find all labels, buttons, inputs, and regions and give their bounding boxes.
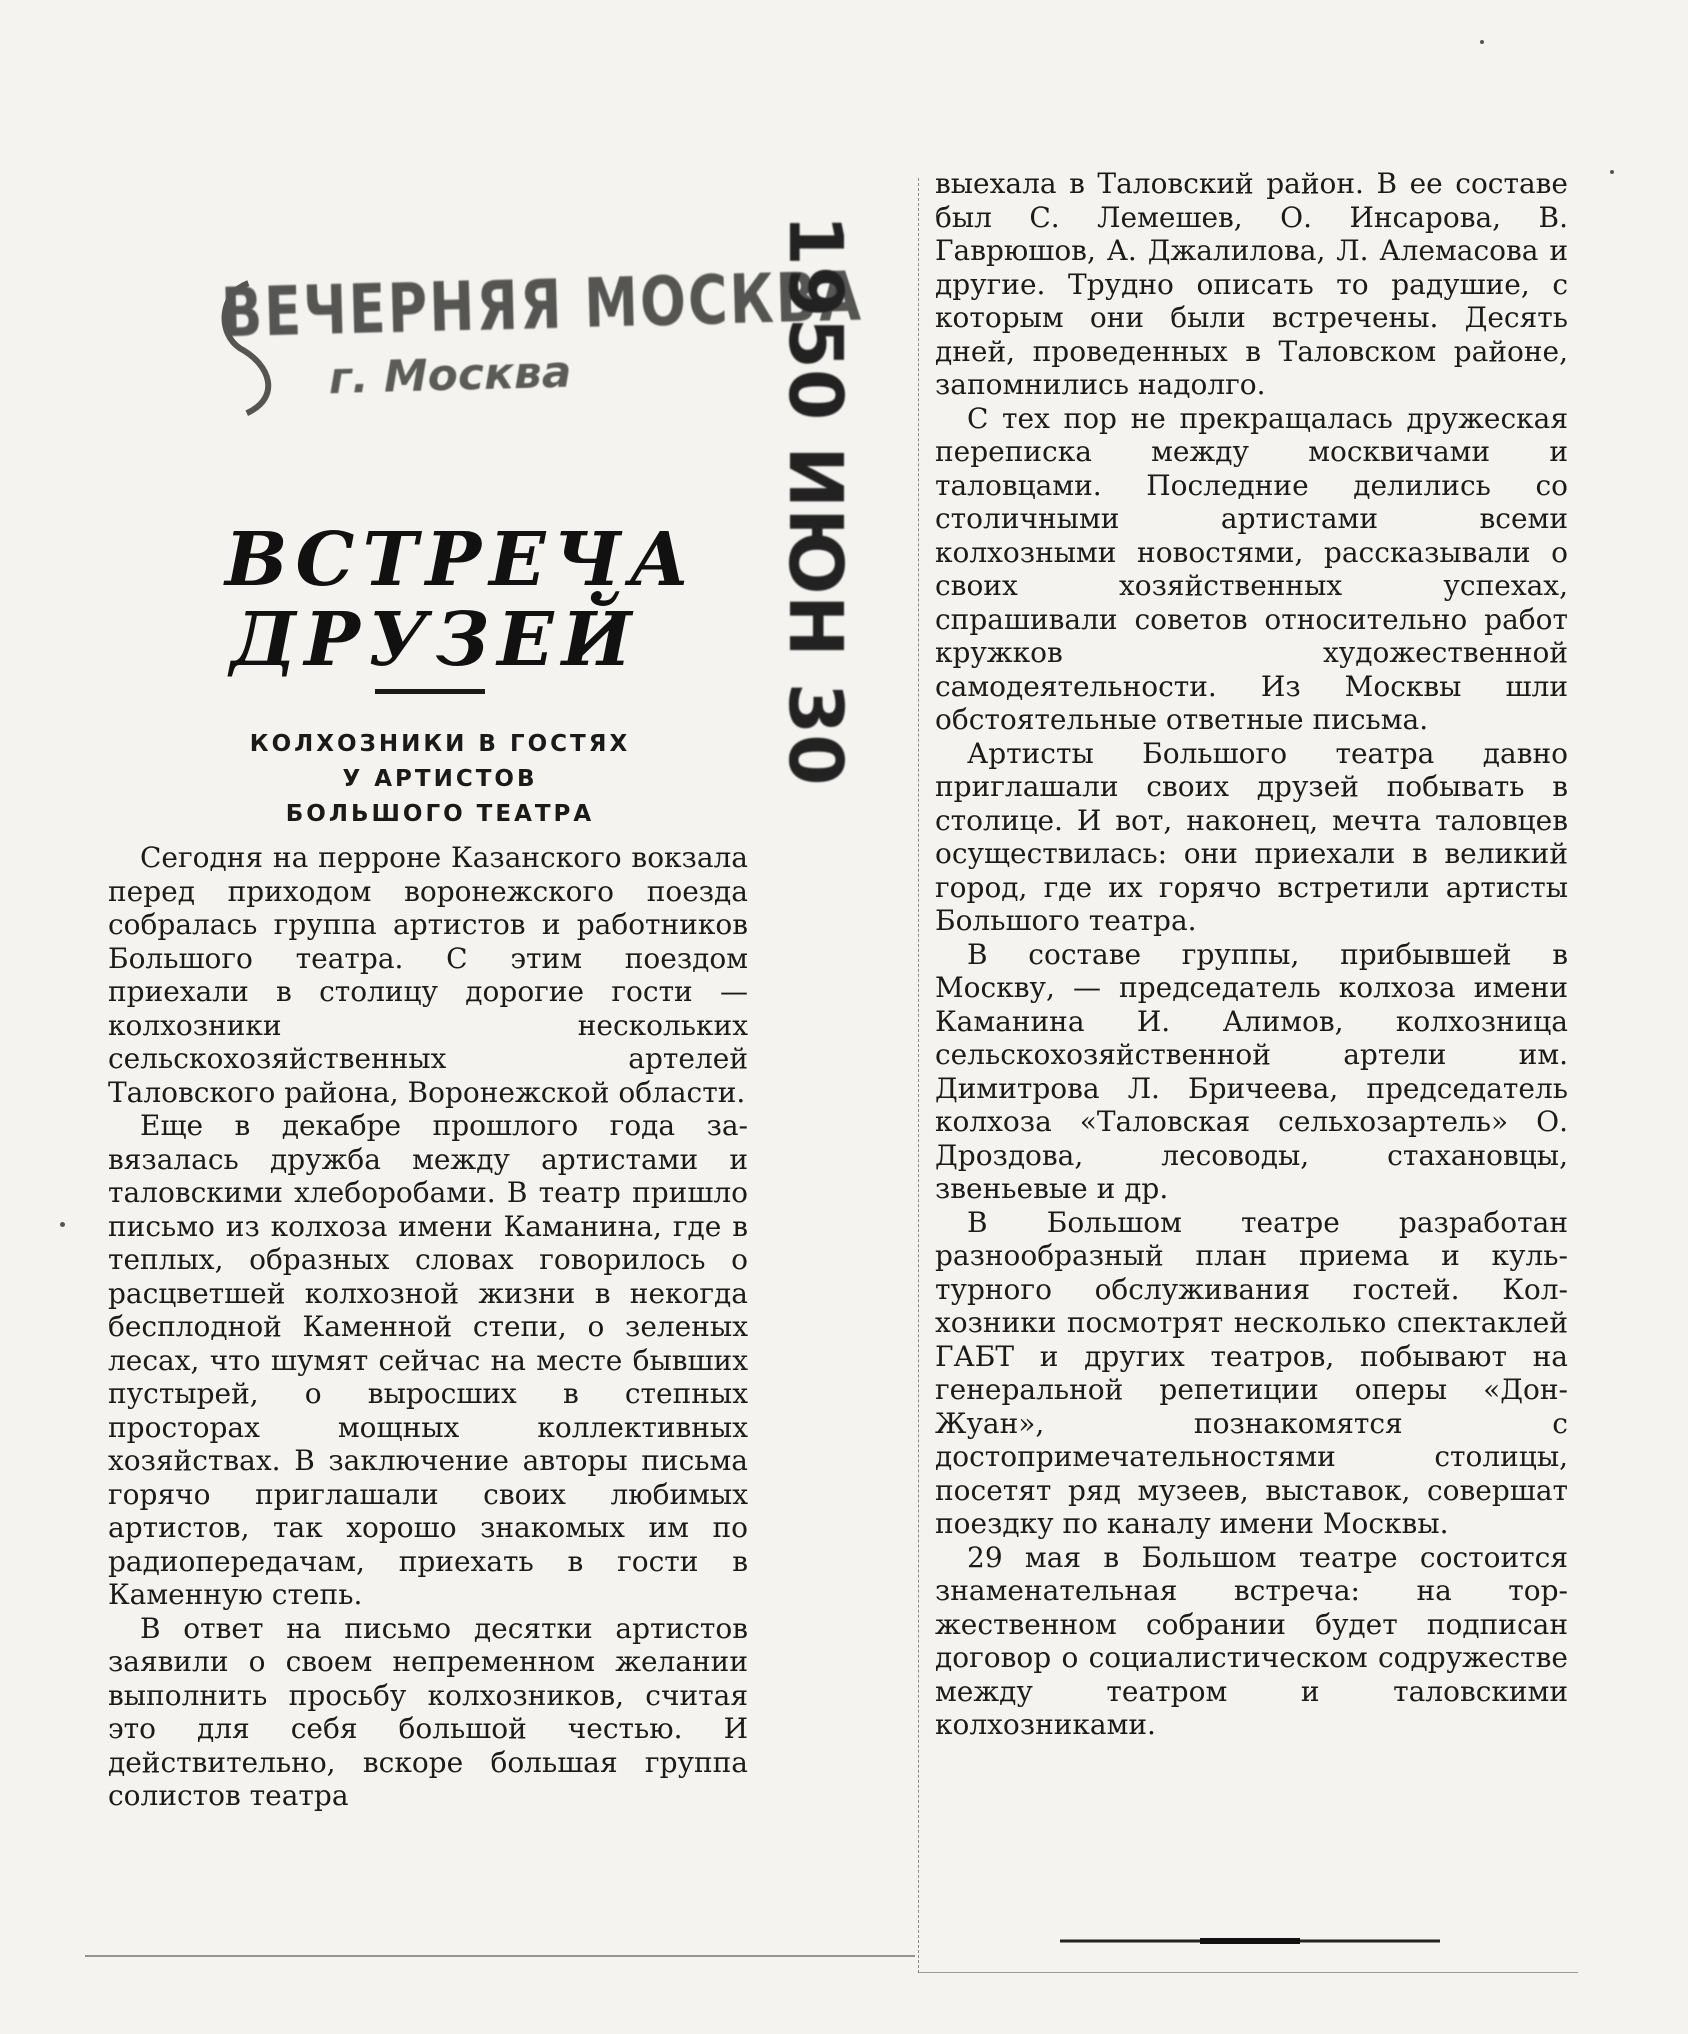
stamp-city: г. Москва <box>328 346 572 405</box>
article-paragraph: С тех пор не прекращалась дружеская переписка между москвичами и таловцами. Последние делились со столичными артистами всеми колхозными новостями, рассказывали о своих хозяйственных успехах, спрашивали советов относительно работ кружков художественной самодеятельности. Из Москвы шли обстоятельные ответные письма. <box>935 401 1568 736</box>
article-subheadline <box>170 727 710 832</box>
article-paragraph: В составе группы, прибывшей в Москву, — председатель колхоза имени Каманина И. Алимов, колхозница сельскохозяйственной артели им. Димитрова Л. Бричеева, председатель колхоза «Таловская сельхозартель» О. Дроздова, лесоводы, стахановцы, звеньевые и др. <box>935 937 1568 1205</box>
clipping-bottom-edge-right <box>918 1972 1578 1973</box>
stamp-newspaper-name: ВЕЧЕРНЯЯ МОСКВА <box>220 257 864 353</box>
article-paragraph: В Большом театре разработан разнообразный план приема и культурного обслуживания гостей. Колхозники посмотрят несколько спектаклей ГАБТ и других театров, побывают на генеральной репетиции оперы «Дон-Жуан», познакомятся с достопримечательностями столицы, посетят ряд музеев, выставок, совершат поездку по каналу имени Москвы. <box>935 1205 1568 1540</box>
subhead-line-2: У АРТИСТОВ <box>342 766 538 792</box>
article-paragraph: Еще в декабре прошлого года завязалась дружба между артистами и таловскими хлеборобами. В театр пришло письмо из колхоза имени Каманина, где в теплых, образных словах говорилось о расцветшей колхозной жизни в некогда бесплодной Каменной степи, о зеленых лесах, что шумят сейчас на месте бывших пустырей, о выросших в степных просторах мощных коллективных хозяйствах. В заключение авторы письма горячо приглашали своих любимых артистов, так хорошо знакомых им по радиопередачам, приехать в гости в Каменную степь. <box>108 1109 748 1611</box>
article-paragraph: Артисты Большого театра давно приглашали своих друзей побывать в столице. И вот, наконец, мечта таловцев осуществилась: они приехали в великий город, где их горячо встретили артисты Большого театра. <box>935 736 1568 937</box>
article-headline <box>225 517 698 683</box>
headline-line-2: ДРУЗЕЙ <box>230 597 640 683</box>
newspaper-stamp <box>208 257 864 424</box>
article-paragraph: Сегодня на перроне Казанского вокзала перед приходом воронежского поезда собралась группа артистов и работников Большого театра. С этим поездом приехали в столицу дорогие гости — колхозники нескольких сельскохозяйственных артелей Таловского района, Воронежской области. <box>108 841 748 1109</box>
article-paragraph: выехала в Таловский район. В ее составе был С. Лемешев, О. Инсарова, В. Гаврюшов, А. Джалилова, Л. Алемасова и другие. Трудно описать то радушие, с которым они были встречены. Десять дней, проведенных в Таловском районе, запомнились надолго. <box>935 167 1568 401</box>
column-clipping-edge <box>918 178 920 1973</box>
clipping-bottom-edge-left <box>85 1955 915 1957</box>
paper-speck <box>1610 170 1614 174</box>
date-stamp-text: 1950 ИЮН 30 <box>772 214 858 786</box>
subhead-line-1: КОЛХОЗНИКИ В ГОСТЯХ <box>249 731 631 757</box>
article-paragraph: В ответ на письмо десятки артистов заявили о своем непременном желании выполнить просьбу колхозников, считая это для себя большой честью. И действительно, вскоре большая группа солистов театра <box>108 1611 748 1812</box>
paper-speck <box>60 1222 65 1227</box>
subhead-line-3: БОЛЬШОГО ТЕАТРА <box>285 801 595 827</box>
article-paragraph: 29 мая в Большом театре состоится знаменательная встреча: на торжественном собрании будет подписан договор о социалистическом содружестве между театром и таловскими колхозниками. <box>935 1540 1568 1741</box>
article-column-left <box>108 841 748 1813</box>
date-stamp <box>760 214 870 786</box>
headline-line-1: ВСТРЕЧА <box>225 517 698 603</box>
headline-divider <box>375 689 485 694</box>
article-column-right <box>935 167 1568 1742</box>
paper-speck <box>1480 40 1484 44</box>
article-end-rule <box>1060 1938 1440 1944</box>
